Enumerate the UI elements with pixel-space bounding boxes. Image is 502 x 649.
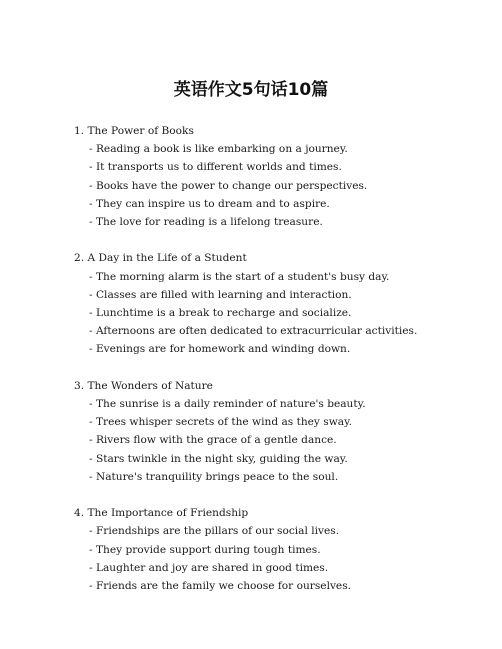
section-1 bbox=[74, 122, 434, 231]
bullet-line: - Evenings are for homework and winding down. bbox=[89, 343, 351, 356]
bullet-line: - Trees whisper secrets of the wind as they sway. bbox=[89, 416, 353, 429]
bullet-line: - They provide support during tough times. bbox=[89, 543, 321, 556]
section-heading: 4. The Importance of Friendship bbox=[74, 507, 249, 520]
bullet-line: - The sunrise is a daily reminder of nature's beauty. bbox=[89, 398, 366, 411]
bullet-line: - Laughter and joy are shared in good times. bbox=[89, 561, 329, 574]
bullet-line: - Friendships are the pillars of our social lives. bbox=[89, 525, 340, 538]
bullet-line: - Nature's tranquility brings peace to the soul. bbox=[89, 470, 339, 483]
bullet-line: - Rivers flow with the grace of a gentle dance. bbox=[89, 434, 337, 447]
bullet-line: - Lunchtime is a break to recharge and socialize. bbox=[89, 307, 352, 320]
bullet-line: - Reading a book is like embarking on a journey. bbox=[89, 143, 348, 156]
document-title: 英语作文5句话10篇 bbox=[173, 80, 329, 100]
bullet-line: - The love for reading is a lifelong treasure. bbox=[89, 216, 323, 229]
bullet-line: - Afternoons are often dedicated to extracurricular activities. bbox=[89, 325, 418, 338]
section-heading: 2. A Day in the Life of a Student bbox=[74, 252, 247, 265]
section-3 bbox=[74, 377, 434, 486]
bullet-line: - They can inspire us to dream and to aspire. bbox=[89, 197, 330, 210]
section-heading: 3. The Wonders of Nature bbox=[74, 379, 213, 392]
section-4 bbox=[74, 504, 434, 595]
document-body bbox=[74, 122, 434, 595]
section-2 bbox=[74, 249, 434, 358]
bullet-line: - Stars twinkle in the night sky, guiding the way. bbox=[89, 452, 348, 465]
bullet-line: - Classes are filled with learning and interaction. bbox=[89, 288, 352, 301]
bullet-line: - Books have the power to change our perspectives. bbox=[89, 179, 368, 192]
section-heading: 1. The Power of Books bbox=[74, 125, 194, 137]
bullet-line: - The morning alarm is the start of a student's busy day. bbox=[89, 270, 390, 283]
bullet-line: - Friends are the family we choose for ourselves. bbox=[89, 580, 352, 593]
bullet-line: - It transports us to different worlds and times. bbox=[89, 161, 342, 174]
